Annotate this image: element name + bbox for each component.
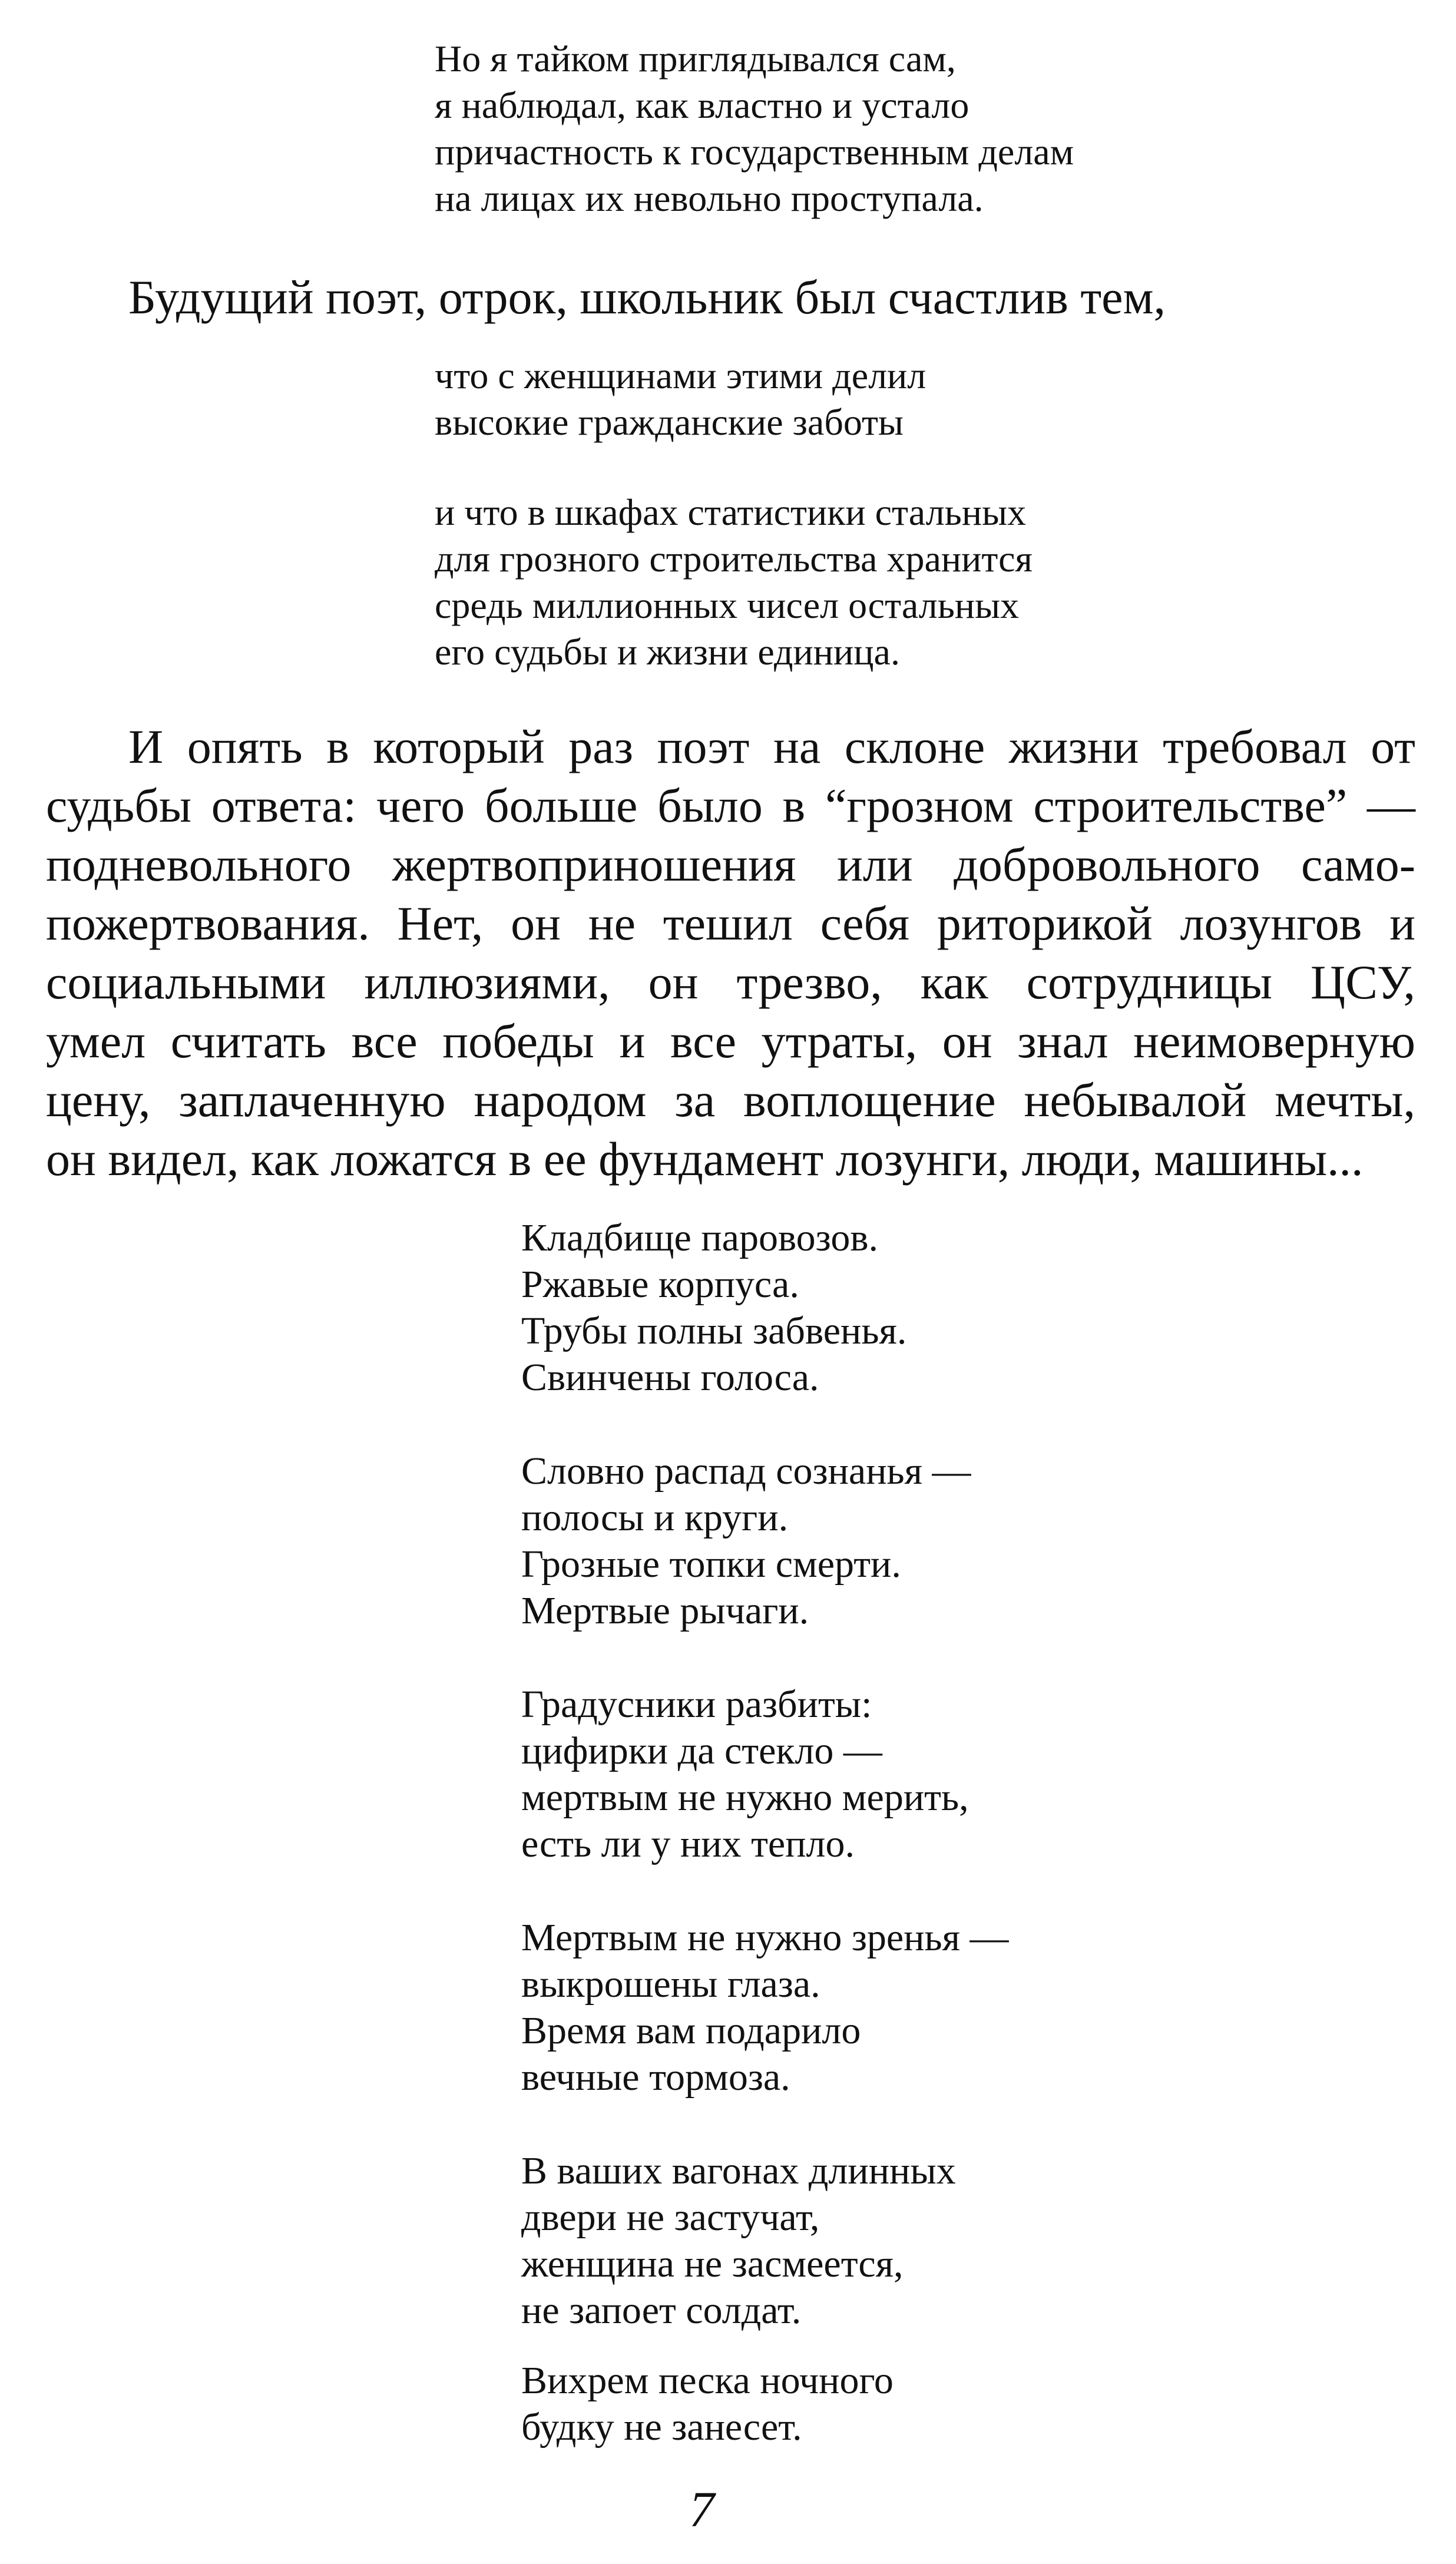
poem-line: Мертвые рычаги. <box>521 1589 809 1632</box>
poem-line: Грозные топки смерти. <box>521 1543 901 1586</box>
poem-line: мертвым не нужно мерить, <box>521 1776 969 1819</box>
poem-stanza <box>521 1448 1008 1634</box>
poem-line: двери не застучат, <box>521 2196 820 2239</box>
prose-line: умел считать все победы и все утраты, он знал неимоверную <box>46 1014 1415 1068</box>
prose-line: подневольного жертвоприношения или добровольного само- <box>46 838 1415 891</box>
prose-line: социальными иллюзиями, он трезво, как сотрудницы ЦСУ, <box>46 955 1415 1009</box>
poem-line: Кладбище паровозов. <box>521 1216 879 1259</box>
prose-line: судьбы ответа: чего больше было в “грозном строительстве” — <box>46 779 1415 832</box>
poem-line: есть ли у них тепло. <box>521 1822 855 1865</box>
poem <box>521 1215 1008 2450</box>
poem-line: Трубы полны забвенья. <box>521 1309 907 1352</box>
poem-line: Мертвым не нужно зренья — <box>521 1916 1009 1959</box>
poem-stanza <box>521 1681 1008 1867</box>
poem-line: Вихрем песка ночного <box>521 2359 894 2402</box>
poem-line: женщина не засмеется, <box>521 2242 904 2285</box>
verse-top <box>435 35 1074 221</box>
prose-paragraph-1 <box>46 268 1415 327</box>
verse-line: высокие гражданские заботы <box>435 401 904 443</box>
verse-line: на лицах их невольно проступала. <box>435 177 984 219</box>
prose-paragraph-2 <box>46 717 1415 1189</box>
poem-line: вечные тормоза. <box>521 2056 790 2099</box>
poem-line: Свинчены голоса. <box>521 1356 819 1399</box>
poem-line: будку не занесет. <box>521 2406 802 2449</box>
prose-text: Будущий поэт, отрок, школьник был счастлив тем, <box>128 270 1166 324</box>
poem-stanza <box>521 1215 1008 1401</box>
verse-line: для грозного строительства хранится <box>435 538 1033 580</box>
poem-line: Словно распад сознанья — <box>521 1450 971 1493</box>
poem-line: Время вам подарило <box>521 2009 861 2052</box>
poem-line: выкрошены глаза. <box>521 1963 820 2006</box>
prose-line: цену, заплаченную народом за воплощение небывалой мечты, <box>46 1073 1415 1127</box>
verse-stanza <box>435 352 1033 445</box>
prose-line: И опять в который раз поэт на склоне жизни требовал от <box>128 720 1415 773</box>
verse-line: Но я тайком приглядывался сам, <box>435 38 956 80</box>
poem-stanza <box>521 1914 1008 2100</box>
poem-stanza <box>521 2357 1008 2450</box>
page-number: 7 <box>689 2481 714 2537</box>
verse-line: и что в шкафах статистики стальных <box>435 491 1027 533</box>
poem-line: не запоет солдат. <box>521 2289 802 2332</box>
poem-line: полосы и круги. <box>521 1496 789 1539</box>
verse-middle <box>435 352 1033 675</box>
poem-line: цифирки да стекло — <box>521 1729 882 1772</box>
verse-line: его судьбы и жизни единица. <box>435 631 900 673</box>
poem-stanza <box>521 2148 1008 2334</box>
poem-line: Градусники разбиты: <box>521 1683 872 1726</box>
verse-line: что с женщинами этими делил <box>435 355 926 396</box>
verse-line: причастность к государственным делам <box>435 131 1074 173</box>
poem-line: В ваших вагонах длинных <box>521 2149 956 2192</box>
verse-line: я наблюдал, как властно и устало <box>435 84 969 126</box>
prose-line: он видел, как ложатся в ее фундамент лозунги, люди, машины... <box>46 1132 1364 1186</box>
prose-line: пожертвования. Нет, он не тешил себя риторикой лозунгов и <box>46 896 1415 950</box>
verse-stanza <box>435 489 1033 675</box>
poem-line: Ржавые корпуса. <box>521 1263 799 1306</box>
verse-line: средь миллионных чисел остальных <box>435 584 1020 626</box>
